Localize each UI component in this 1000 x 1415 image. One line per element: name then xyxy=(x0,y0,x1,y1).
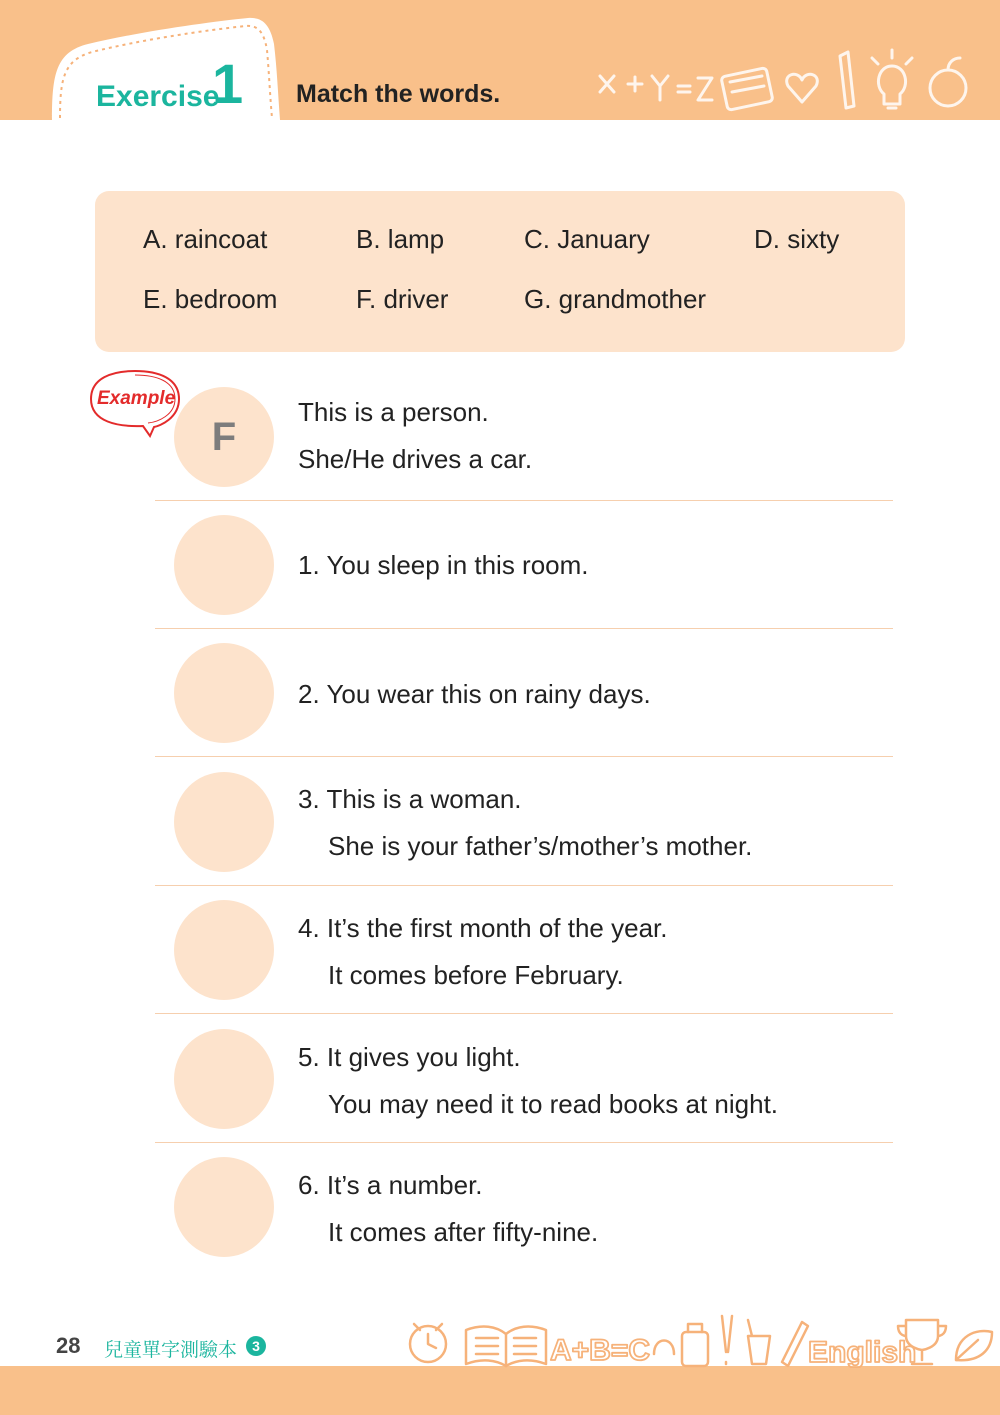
question-line: It comes after fifty-nine. xyxy=(328,1217,599,1247)
question-line: 6. It’s a number. xyxy=(298,1170,483,1200)
page-number: 28 xyxy=(56,1333,81,1358)
question-line: It comes before February. xyxy=(328,960,624,990)
doodle-text: English xyxy=(808,1336,917,1368)
answer-circle[interactable] xyxy=(174,772,274,872)
example-answer: F xyxy=(211,414,237,459)
school-doodles-icon xyxy=(592,46,984,116)
question-line: 3. This is a woman. xyxy=(298,784,522,814)
word-option: F. driver xyxy=(356,284,449,314)
answer-circle[interactable] xyxy=(174,900,274,1000)
example-badge: Example xyxy=(97,388,176,409)
book-title: 兒童單字測驗本 xyxy=(104,1340,238,1361)
question-line: You may need it to read books at night. xyxy=(328,1089,779,1119)
answer-circle[interactable] xyxy=(174,1157,274,1257)
example-row xyxy=(155,373,893,501)
question-row xyxy=(155,1015,893,1143)
question-line: 1. You sleep in this room. xyxy=(298,550,589,580)
answer-circle[interactable] xyxy=(174,515,274,615)
question-row xyxy=(155,501,893,629)
word-option: E. bedroom xyxy=(143,284,278,314)
word-option: D. sixty xyxy=(754,224,840,254)
example-line: This is a person. xyxy=(298,397,489,427)
question-row xyxy=(155,629,893,757)
answer-circle[interactable] xyxy=(174,1029,274,1129)
word-option: B. lamp xyxy=(356,224,445,254)
word-option: A. raincoat xyxy=(143,224,268,254)
footer-doodles-icon xyxy=(396,1306,996,1368)
instruction-title: Match the words. xyxy=(296,80,501,108)
example-line: She/He drives a car. xyxy=(298,444,533,474)
word-option: C. January xyxy=(524,224,650,254)
word-bank-panel xyxy=(95,191,905,352)
question-line: She is your father’s/mother’s mother. xyxy=(328,831,753,861)
question-row xyxy=(155,1143,893,1271)
volume-badge: 3 xyxy=(246,1336,266,1356)
question-line: 4. It’s the first month of the year. xyxy=(298,913,668,943)
exercise-label: Exercise xyxy=(96,80,220,113)
answer-circle xyxy=(174,387,274,487)
question-line: 5. It gives you light. xyxy=(298,1042,521,1072)
footer-band xyxy=(0,1366,1000,1415)
doodle-text: A+B=C xyxy=(550,1334,651,1367)
question-line: 2. You wear this on rainy days. xyxy=(298,679,651,709)
question-row xyxy=(155,886,893,1014)
word-option: G. grandmother xyxy=(524,284,707,314)
exercise-number: 1 xyxy=(212,52,244,115)
answer-circle[interactable] xyxy=(174,643,274,743)
question-row xyxy=(155,758,893,886)
